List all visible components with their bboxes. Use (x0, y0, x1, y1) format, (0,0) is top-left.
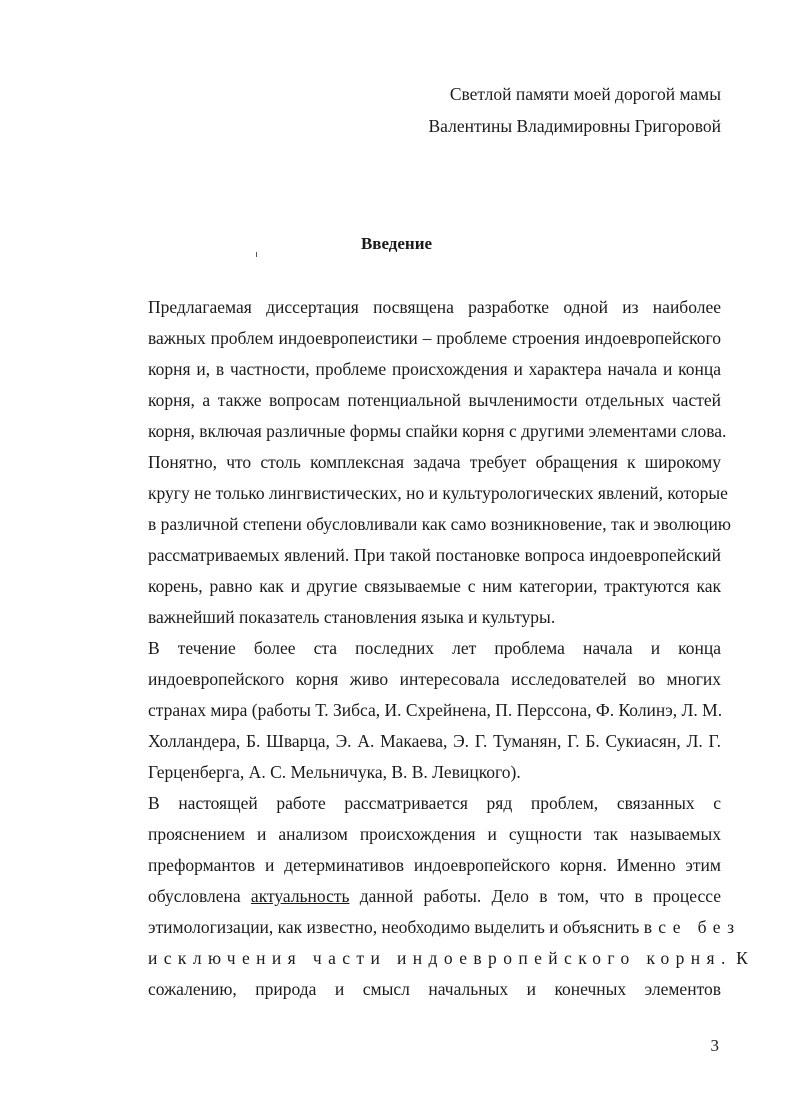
dedication-line-1: Светлой памяти моей дорогой мамы (449, 84, 721, 104)
text-line (103, 912, 741, 943)
text-line: в различной степени обусловливали как само возникновение, так и эволюцию (148, 514, 731, 534)
spaced-emphasis: все без (643, 917, 741, 937)
text-line: корня, включая различные формы спайки корня с другими элементами слова. (148, 421, 727, 441)
body-text (103, 292, 748, 1005)
text-fragment: данной работы. Дело в том, что в процессе (349, 886, 721, 906)
text-line: Понятно, что столь комплексная задача требует обращения к широкому (148, 452, 721, 472)
dedication-line-2: Валентины Владимировны Григоровой (428, 116, 721, 136)
text-line (103, 881, 721, 912)
text-line: преформантов и детерминативов индоевропейского корня. Именно этим (148, 855, 721, 875)
spaced-emphasis: исключения части индоевропейского корня. (148, 948, 732, 968)
text-line: В настоящей работе рассматривается ряд проблем, связанных с (148, 793, 721, 813)
underlined-term: актуальность (250, 886, 350, 906)
text-line: корня и, в частности, проблеме происхождения и характера начала и конца (148, 359, 721, 379)
text-line: Герценберга, А. С. Мельничука, В. В. Левицкого). (148, 762, 521, 782)
text-line: сожалению, природа и смысл начальных и конечных элементов (148, 979, 721, 999)
text-fragment: обусловлена (148, 886, 251, 906)
text-line: корень, равно как и другие связываемые с ним категории, трактуются как (148, 576, 721, 596)
text-fragment: К (731, 948, 748, 968)
text-line: Предлагаемая диссертация посвящена разработке одной из наиболее (148, 297, 721, 317)
text-line (103, 943, 748, 974)
text-line: прояснением и анализом происхождения и сущности так называемых (148, 824, 721, 844)
text-line: В течение более ста последних лет проблема начала и конца (148, 638, 721, 658)
paragraph-2 (103, 633, 721, 788)
text-line: важнейший показатель становления языка и культуры. (148, 607, 556, 627)
text-line: корня, а также вопросам потенциальной вычленимости отдельных частей (148, 390, 721, 410)
text-fragment: этимологизации, как известно, необходимо выделить и объяснить (148, 917, 644, 937)
text-line: индоевропейского корня живо интересовала исследователей во многих (148, 669, 721, 689)
text-line: Холландера, Б. Шварца, Э. А. Макаева, Э. Г. Туманян, Г. Б. Сукиасян, Л. Г. (148, 731, 721, 751)
paragraph-3 (103, 788, 748, 1005)
section-heading: Введение (360, 234, 433, 253)
dedication (429, 78, 722, 142)
paragraph-1 (103, 292, 731, 633)
scan-speck (256, 252, 257, 257)
text-line: рассматриваемых явлений. При такой постановке вопроса индоевропейский (148, 545, 721, 565)
text-line: странах мира (работы Т. Зибса, И. Схрейнена, П. Перссона, Ф. Колинэ, Л. М. (148, 700, 723, 720)
text-line: важных проблем индоевропеистики – проблеме строения индоевропейского (148, 328, 721, 348)
page-number: 3 (710, 1036, 719, 1055)
text-line: кругу не только лингвистических, но и культурологических явлений, которые (148, 483, 728, 503)
